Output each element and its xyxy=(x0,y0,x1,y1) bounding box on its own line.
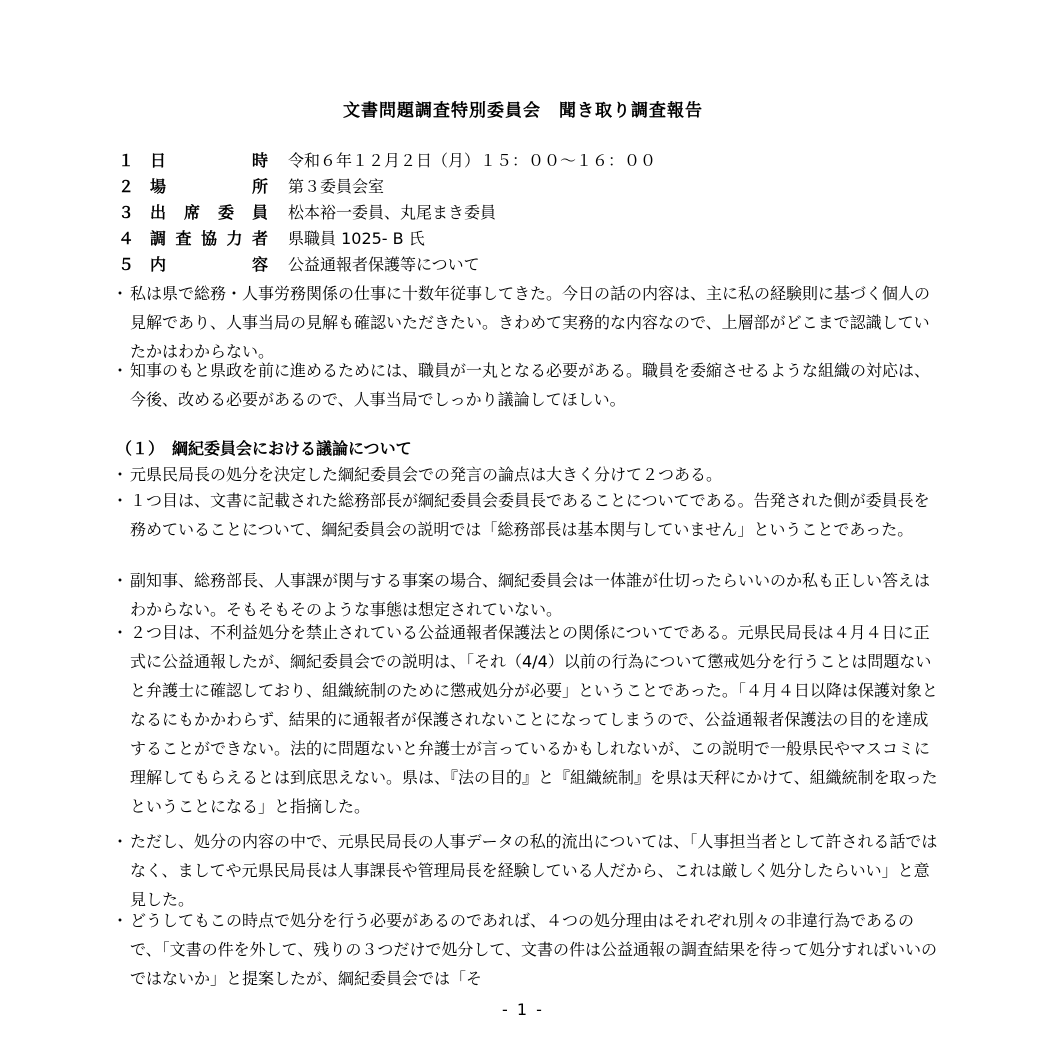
meta-number: ５ xyxy=(118,255,135,274)
bullet: ・ xyxy=(112,911,129,930)
paragraph-text: １つ目は、文書に記載された総務部長が綱紀委員会委員長であることについてである。告発された側が委員長を務めていることについて、綱紀委員会の説明では「総務部長は基本関与していません」ということであった。 xyxy=(130,491,930,539)
meta-label: 場 所 xyxy=(150,177,268,196)
meta-label: 日 時 xyxy=(150,151,268,170)
section-paragraph xyxy=(112,827,942,914)
meta-number: １ xyxy=(118,151,135,170)
bullet: ・ xyxy=(112,571,129,590)
meta-row-cooperator xyxy=(118,226,948,252)
meta-row-attendees xyxy=(118,200,948,226)
meta-value: 令和６年１２月２日（月）１５：００～１６：００ xyxy=(288,151,657,170)
section-paragraph xyxy=(112,566,942,624)
section-heading: （１） 綱紀委員会における議論について xyxy=(116,439,412,458)
section-paragraph xyxy=(112,618,942,821)
meta-number: ３ xyxy=(118,203,135,222)
meta-row-content xyxy=(118,252,948,278)
meta-number: ４ xyxy=(118,229,135,248)
intro-paragraph xyxy=(112,279,942,366)
paragraph-text: 元県民局長の処分を決定した綱紀委員会での発言の論点は大きく分けて２つある。 xyxy=(130,465,723,484)
meta-number: ２ xyxy=(118,177,135,196)
meta-value: 県職員 1025- B 氏 xyxy=(288,229,425,248)
meta-label: 調 査 協 力 者 xyxy=(150,229,268,248)
section-paragraph xyxy=(112,906,942,993)
page-number: - 1 - xyxy=(502,1000,544,1019)
meta-row-place xyxy=(118,174,948,200)
meta-table xyxy=(118,148,948,278)
meta-value: 公益通報者保護等について xyxy=(288,255,480,274)
meta-label: 出 席 委 員 xyxy=(150,203,268,222)
bullet: ・ xyxy=(112,623,129,642)
document-title: 文書問題調査特別委員会 聞き取り調査報告 xyxy=(343,101,703,121)
paragraph-text: 知事のもと県政を前に進めるためには、職員が一丸となる必要がある。職員を委縮させるような組織の対応は、今後、改める必要があるので、人事当局でしっかり議論してほしい。 xyxy=(130,361,931,409)
meta-value: 第３委員会室 xyxy=(288,177,385,196)
intro-paragraph xyxy=(112,356,942,414)
section-paragraph xyxy=(112,486,942,544)
meta-value: 松本裕一委員、丸尾まき委員 xyxy=(288,203,497,222)
bullet: ・ xyxy=(112,361,129,380)
meta-row-datetime xyxy=(118,148,948,174)
bullet: ・ xyxy=(112,491,129,510)
paragraph-text: どうしてもこの時点で処分を行う必要があるのであれば、４つの処分理由はそれぞれ別々の非違行為であるので、「文書の件を外して、残りの３つだけで処分して、文書の件は公益通報の調査結果を待って処分すればいいのではないか」と提案したが、綱紀委員会では「そ xyxy=(130,911,938,988)
bullet: ・ xyxy=(112,284,129,303)
paragraph-text: 私は県で総務・人事労務関係の仕事に十数年従事してきた。今日の話の内容は、主に私の経験則に基づく個人の見解であり、人事当局の見解も確認いただきたい。きわめて実務的な内容なので、上層部がどこまで認識していたかはわからない。 xyxy=(130,284,931,361)
bullet: ・ xyxy=(112,465,129,484)
section-paragraph xyxy=(112,460,942,489)
paragraph-text: 副知事、総務部長、人事課が関与する事案の場合、綱紀委員会は一体誰が仕切ったらいいのか私も正しい答えはわからない。そもそもそのような事態は想定されていない。 xyxy=(130,571,931,619)
meta-label: 内 容 xyxy=(150,255,268,274)
paragraph-text: ただし、処分の内容の中で、元県民局長の人事データの私的流出については、「人事担当者として許される話ではなく、ましてや元県民局長は人事課長や管理局長を経験している人だから、これは厳しく処分したらいい」と意見した。 xyxy=(130,832,938,909)
bullet: ・ xyxy=(112,832,129,851)
paragraph-text: ２つ目は、不利益処分を禁止されている公益通報者保護法との関係についてである。元県民局長は４月４日に正式に公益通報したが、綱紀委員会での説明は、「それ（4/4）以前の行為について懲戒処分を行うことは問題ないと弁護士に確認しており、組織統制のために懲戒処分が必要」ということであった。「４月４日以降は保護対象となるにもかかわらず、結果的に通報者が保護されないことになってしまうので、公益通報者保護法の目的を達成することができない。法的に問題ないと弁護士が言っているかもしれないが、この説明で一般県民やマスコミに理解してもらえるとは到底思えない。県は、『法の目的』と『組織統制』を県は天秤にかけて、組織統制を取ったということになる」と指摘した。 xyxy=(130,623,938,816)
